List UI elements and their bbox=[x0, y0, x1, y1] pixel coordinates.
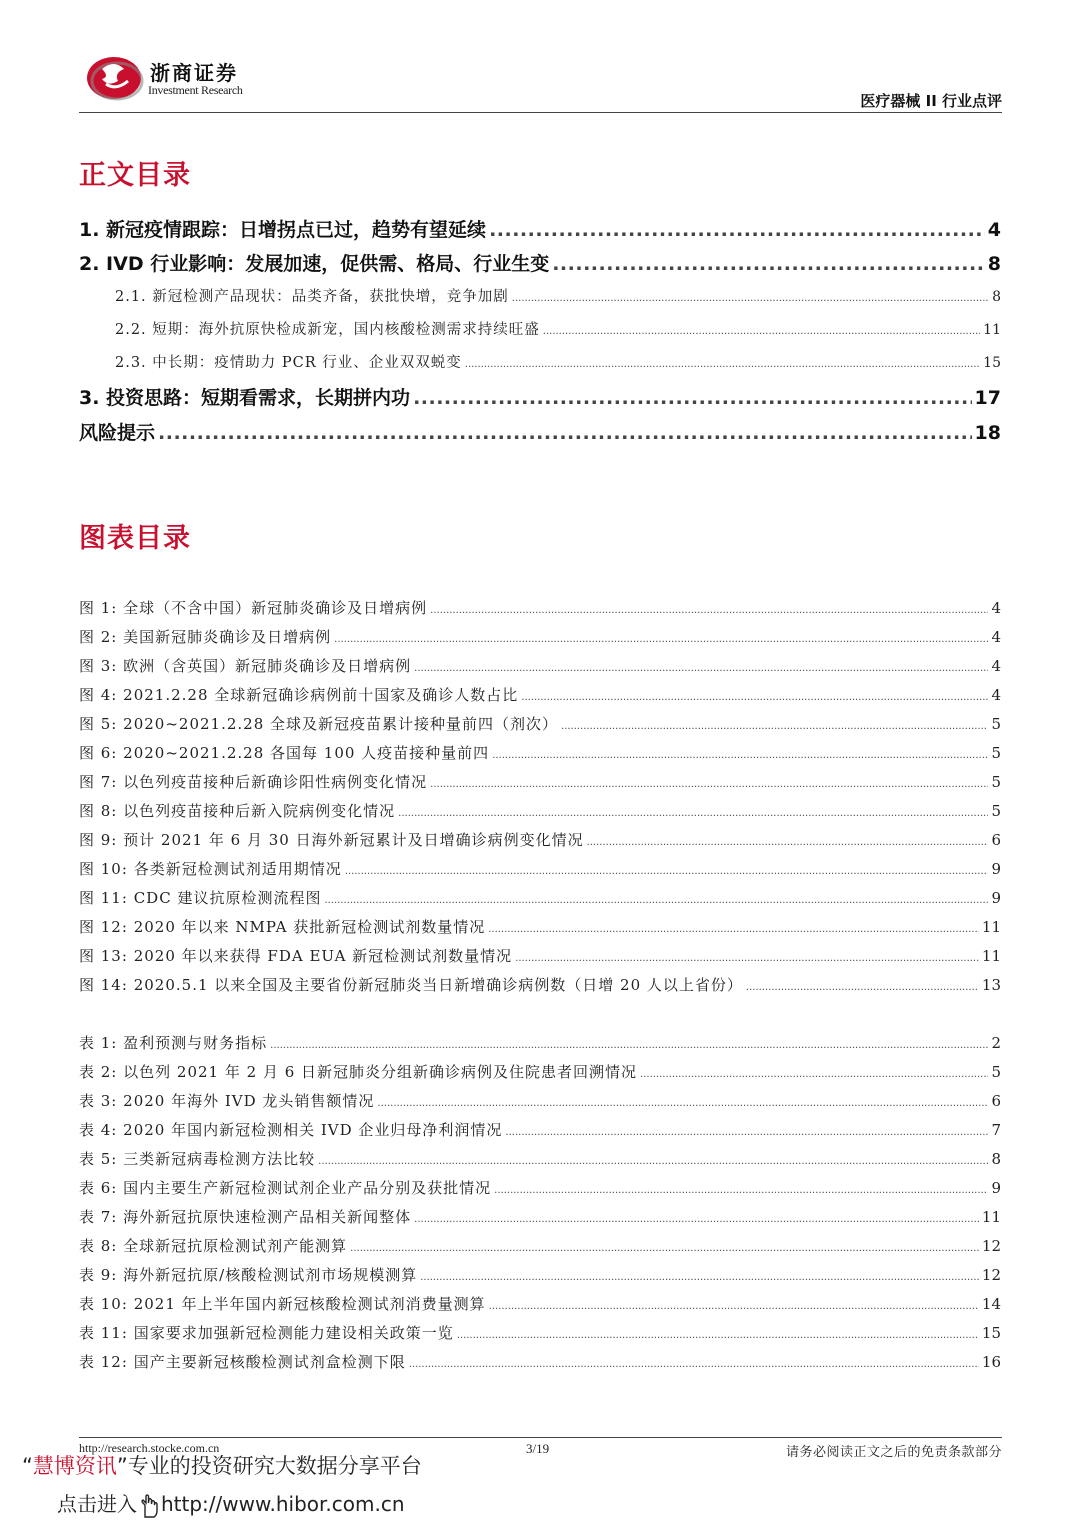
leader-dots bbox=[489, 1301, 979, 1312]
table-page: 9 bbox=[991, 1179, 1001, 1197]
figure-page: 4 bbox=[991, 599, 1001, 617]
table-number: 表 2: bbox=[79, 1063, 118, 1081]
watermark-tagline bbox=[22, 1450, 422, 1480]
watermark-link-prefix: 点击进入 bbox=[57, 1492, 137, 1516]
table-caption: 2020 年国内新冠检测相关 IVD 企业归母净利润情况 bbox=[123, 1121, 503, 1139]
figure-number: 图 10: bbox=[79, 860, 128, 878]
quote-close: ” bbox=[116, 1454, 128, 1478]
leader-dots bbox=[746, 982, 979, 993]
toc-entry-page: 11 bbox=[983, 322, 1001, 338]
table-caption: 海外新冠抗原快速检测产品相关新闻整体 bbox=[123, 1208, 412, 1226]
table-entry[interactable] bbox=[79, 1148, 1001, 1169]
figure-caption: 以色列疫苗接种后新入院病例变化情况 bbox=[123, 802, 396, 820]
leader-dots bbox=[543, 326, 980, 337]
toc-entry-page: 15 bbox=[983, 355, 1001, 371]
figure-caption: 预计 2021 年 6 月 30 日海外新冠累计及日增确诊病例变化情况 bbox=[123, 831, 584, 849]
figure-number: 图 13: bbox=[79, 947, 128, 965]
figure-number: 图 14: bbox=[79, 976, 128, 994]
leader-dots bbox=[488, 924, 979, 935]
table-caption: 海外新冠抗原/核酸检测试剂市场规模测算 bbox=[123, 1266, 418, 1284]
figure-entry[interactable] bbox=[79, 597, 1001, 618]
figure-caption: 2020~2021.2.28 各国每 100 人疫苗接种量前四 bbox=[123, 744, 490, 762]
figure-entry[interactable] bbox=[79, 626, 1001, 647]
leader-dots bbox=[350, 1243, 979, 1254]
table-number: 表 8: bbox=[79, 1237, 118, 1255]
figure-entry[interactable] bbox=[79, 887, 1001, 908]
leader-dots bbox=[515, 953, 979, 964]
table-number: 表 4: bbox=[79, 1121, 118, 1139]
table-page: 14 bbox=[981, 1295, 1001, 1313]
figure-entry[interactable] bbox=[79, 974, 1001, 995]
leader-dots bbox=[489, 219, 985, 241]
leader-dots bbox=[334, 634, 988, 645]
toc-entry-label: 2.3. 中长期：疫情助力 PCR 行业、企业双双蜕变 bbox=[115, 355, 462, 371]
table-caption: 以色列 2021 年 2 月 6 日新冠肺炎分组新确诊病例及住院患者回溯情况 bbox=[123, 1063, 638, 1081]
pointing-hand-icon bbox=[137, 1493, 161, 1519]
table-number: 表 3: bbox=[79, 1092, 118, 1110]
figure-page: 4 bbox=[991, 628, 1001, 646]
figure-page: 5 bbox=[991, 773, 1001, 791]
figure-page: 5 bbox=[991, 802, 1001, 820]
toc-title: 正文目录 bbox=[79, 160, 191, 191]
figures-title: 图表目录 bbox=[79, 523, 191, 554]
table-page: 8 bbox=[991, 1150, 1001, 1168]
table-entry[interactable] bbox=[79, 1264, 1001, 1285]
figure-entry[interactable] bbox=[79, 829, 1001, 850]
table-page: 11 bbox=[981, 1208, 1001, 1226]
leader-dots bbox=[457, 1330, 979, 1341]
figure-page: 11 bbox=[981, 947, 1001, 965]
leader-dots bbox=[505, 1127, 988, 1138]
table-caption: 全球新冠抗原检测试剂产能测算 bbox=[123, 1237, 348, 1255]
watermark-link[interactable]: http://www.hibor.com.cn bbox=[161, 1492, 405, 1516]
toc-subentry[interactable] bbox=[115, 285, 1001, 306]
figure-caption: 2020 年以来 NMPA 获批新冠检测试剂数量情况 bbox=[133, 918, 486, 936]
figure-page: 9 bbox=[991, 889, 1001, 907]
figure-entry[interactable] bbox=[79, 771, 1001, 792]
leader-dots bbox=[465, 359, 980, 370]
logo-text-cn: 浙商证券 bbox=[150, 61, 238, 85]
figure-entry[interactable] bbox=[79, 742, 1001, 763]
footer-url-link[interactable]: http://research.stocke.com.cn bbox=[79, 1441, 220, 1455]
leader-dots bbox=[324, 895, 988, 906]
toc-entry[interactable] bbox=[79, 249, 1001, 276]
table-caption: 2021 年上半年国内新冠核酸检测试剂消费量测算 bbox=[133, 1295, 486, 1313]
figure-caption: 各类新冠检测试剂适用期情况 bbox=[133, 860, 342, 878]
table-page: 15 bbox=[981, 1324, 1001, 1342]
watermark-tagline-text: 专业的投资研究大数据分享平台 bbox=[127, 1454, 422, 1478]
leader-dots bbox=[430, 605, 988, 616]
leader-dots bbox=[420, 1272, 979, 1283]
leader-dots bbox=[561, 721, 988, 732]
table-number: 表 5: bbox=[79, 1150, 118, 1168]
figure-caption: 2020 年以来获得 FDA EUA 新冠检测试剂数量情况 bbox=[133, 947, 513, 965]
figure-entry[interactable] bbox=[79, 800, 1001, 821]
leader-dots bbox=[414, 663, 988, 674]
table-page: 2 bbox=[991, 1034, 1001, 1052]
brokerage-logo-icon bbox=[84, 51, 144, 101]
figure-caption: 欧洲（含英国）新冠肺炎确诊及日增病例 bbox=[123, 657, 412, 675]
toc-entry-page: 8 bbox=[992, 289, 1001, 305]
toc-entry-label: 2.1. 新冠检测产品现状：品类齐备，获批快增，竞争加剧 bbox=[115, 289, 509, 305]
figure-caption: 2020.5.1 以来全国及主要省份新冠肺炎当日新增确诊病例数（日增 20 人以上省份） bbox=[133, 976, 743, 994]
figure-number: 图 5: bbox=[79, 715, 118, 733]
table-entry[interactable] bbox=[79, 1322, 1001, 1343]
leader-dots bbox=[413, 387, 971, 409]
table-number: 表 11: bbox=[79, 1324, 128, 1342]
leader-dots bbox=[377, 1098, 988, 1109]
table-number: 表 9: bbox=[79, 1266, 118, 1284]
table-caption: 国产主要新冠核酸检测试剂盒检测下限 bbox=[133, 1353, 406, 1371]
toc-entry-label: 2.2. 短期：海外抗原快检成新宠，国内核酸检测需求持续旺盛 bbox=[115, 322, 540, 338]
figure-page: 6 bbox=[991, 831, 1001, 849]
quote-open: “ bbox=[22, 1454, 33, 1478]
figure-caption: CDC 建议抗原检测流程图 bbox=[133, 889, 322, 907]
report-category: 医疗器械 II 行业点评 bbox=[860, 92, 1002, 110]
figure-page: 9 bbox=[991, 860, 1001, 878]
leader-dots bbox=[398, 808, 988, 819]
leader-dots bbox=[430, 779, 988, 790]
table-entry[interactable] bbox=[79, 1119, 1001, 1140]
toc-entry[interactable] bbox=[79, 215, 1001, 242]
figure-number: 图 7: bbox=[79, 773, 118, 791]
table-page: 7 bbox=[991, 1121, 1001, 1139]
figure-page: 5 bbox=[991, 744, 1001, 762]
table-entry[interactable] bbox=[79, 1090, 1001, 1111]
figure-caption: 全球（不含中国）新冠肺炎确诊及日增病例 bbox=[123, 599, 428, 617]
table-number: 表 12: bbox=[79, 1353, 128, 1371]
table-caption: 2020 年海外 IVD 龙头销售额情况 bbox=[123, 1092, 375, 1110]
page-number: 3/19 bbox=[526, 1441, 550, 1456]
figure-caption: 2021.2.28 全球新冠确诊病例前十国家及确诊人数占比 bbox=[123, 686, 519, 704]
table-page: 12 bbox=[981, 1266, 1001, 1284]
leader-dots bbox=[409, 1359, 979, 1370]
toc-subentry[interactable] bbox=[115, 351, 1001, 372]
figure-page: 13 bbox=[981, 976, 1001, 994]
footer-rule bbox=[79, 1437, 1002, 1438]
leader-dots bbox=[640, 1069, 988, 1080]
table-entry[interactable] bbox=[79, 1061, 1001, 1082]
logo-text-en: Investment Research bbox=[148, 83, 243, 97]
figure-page: 4 bbox=[991, 657, 1001, 675]
table-entry[interactable] bbox=[79, 1235, 1001, 1256]
figure-number: 图 12: bbox=[79, 918, 128, 936]
toc-entry[interactable] bbox=[79, 418, 1001, 445]
table-caption: 国内主要生产新冠检测试剂企业产品分别及获批情况 bbox=[123, 1179, 492, 1197]
table-caption: 三类新冠病毒检测方法比较 bbox=[123, 1150, 316, 1168]
table-page: 12 bbox=[981, 1237, 1001, 1255]
table-entry[interactable] bbox=[79, 1351, 1001, 1372]
figure-caption: 以色列疫苗接种后新确诊阳性病例变化情况 bbox=[123, 773, 428, 791]
leader-dots bbox=[345, 866, 989, 877]
figure-page: 11 bbox=[981, 918, 1001, 936]
figure-entry[interactable] bbox=[79, 916, 1001, 937]
figure-entry[interactable] bbox=[79, 945, 1001, 966]
figure-number: 图 9: bbox=[79, 831, 118, 849]
figure-entry[interactable] bbox=[79, 684, 1001, 705]
figure-number: 图 3: bbox=[79, 657, 118, 675]
leader-dots bbox=[414, 1214, 979, 1225]
figure-number: 图 4: bbox=[79, 686, 118, 704]
figure-entry[interactable] bbox=[79, 858, 1001, 879]
table-caption: 盈利预测与财务指标 bbox=[123, 1034, 268, 1052]
figure-number: 图 6: bbox=[79, 744, 118, 762]
toc-subentry[interactable] bbox=[115, 318, 1001, 339]
figure-page: 4 bbox=[991, 686, 1001, 704]
table-entry[interactable] bbox=[79, 1293, 1001, 1314]
toc-entry-page: 8 bbox=[987, 253, 1001, 275]
leader-dots bbox=[521, 692, 988, 703]
leader-dots bbox=[270, 1040, 988, 1051]
leader-dots bbox=[587, 837, 989, 848]
watermark-link-row[interactable] bbox=[57, 1488, 405, 1519]
table-number: 表 7: bbox=[79, 1208, 118, 1226]
leader-dots bbox=[318, 1156, 988, 1167]
figure-entry[interactable] bbox=[79, 655, 1001, 676]
toc-entry-label: 3. 投资思路：短期看需求，长期拼内功 bbox=[79, 387, 411, 409]
table-entry[interactable] bbox=[79, 1177, 1001, 1198]
toc-entry-label: 2. IVD 行业影响：发展加速，促供需、格局、行业生变 bbox=[79, 253, 550, 275]
leader-dots bbox=[512, 293, 989, 304]
table-number: 表 10: bbox=[79, 1295, 128, 1313]
figure-number: 图 11: bbox=[79, 889, 128, 907]
leader-dots bbox=[552, 253, 985, 275]
toc-entry-page: 4 bbox=[987, 219, 1001, 241]
footer-disclaimer: 请务必阅读正文之后的免责条款部分 bbox=[785, 1445, 1002, 1460]
table-page: 6 bbox=[991, 1092, 1001, 1110]
table-entry[interactable] bbox=[79, 1032, 1001, 1053]
figure-number: 图 1: bbox=[79, 599, 118, 617]
toc-entry-page: 18 bbox=[974, 422, 1001, 444]
figure-caption: 2020~2021.2.28 全球及新冠疫苗累计接种量前四（剂次） bbox=[123, 715, 559, 733]
figure-number: 图 2: bbox=[79, 628, 118, 646]
toc-entry-label: 风险提示 bbox=[79, 422, 156, 444]
table-page: 16 bbox=[981, 1353, 1001, 1371]
watermark-brand: 慧博资讯 bbox=[32, 1454, 117, 1478]
table-caption: 国家要求加强新冠检测能力建设相关政策一览 bbox=[133, 1324, 454, 1342]
table-entry[interactable] bbox=[79, 1206, 1001, 1227]
toc-entry-label: 1. 新冠疫情跟踪：日增拐点已过，趋势有望延续 bbox=[79, 219, 487, 241]
table-page: 5 bbox=[991, 1063, 1001, 1081]
figure-caption: 美国新冠肺炎确诊及日增病例 bbox=[123, 628, 332, 646]
toc-entry[interactable] bbox=[79, 383, 1001, 410]
header-rule bbox=[79, 112, 1002, 113]
figure-entry[interactable] bbox=[79, 713, 1001, 734]
leader-dots bbox=[158, 422, 972, 444]
figure-number: 图 8: bbox=[79, 802, 118, 820]
leader-dots bbox=[494, 1185, 988, 1196]
toc-entry-page: 17 bbox=[974, 387, 1001, 409]
figure-page: 5 bbox=[991, 715, 1001, 733]
leader-dots bbox=[492, 750, 988, 761]
table-number: 表 6: bbox=[79, 1179, 118, 1197]
table-number: 表 1: bbox=[79, 1034, 118, 1052]
